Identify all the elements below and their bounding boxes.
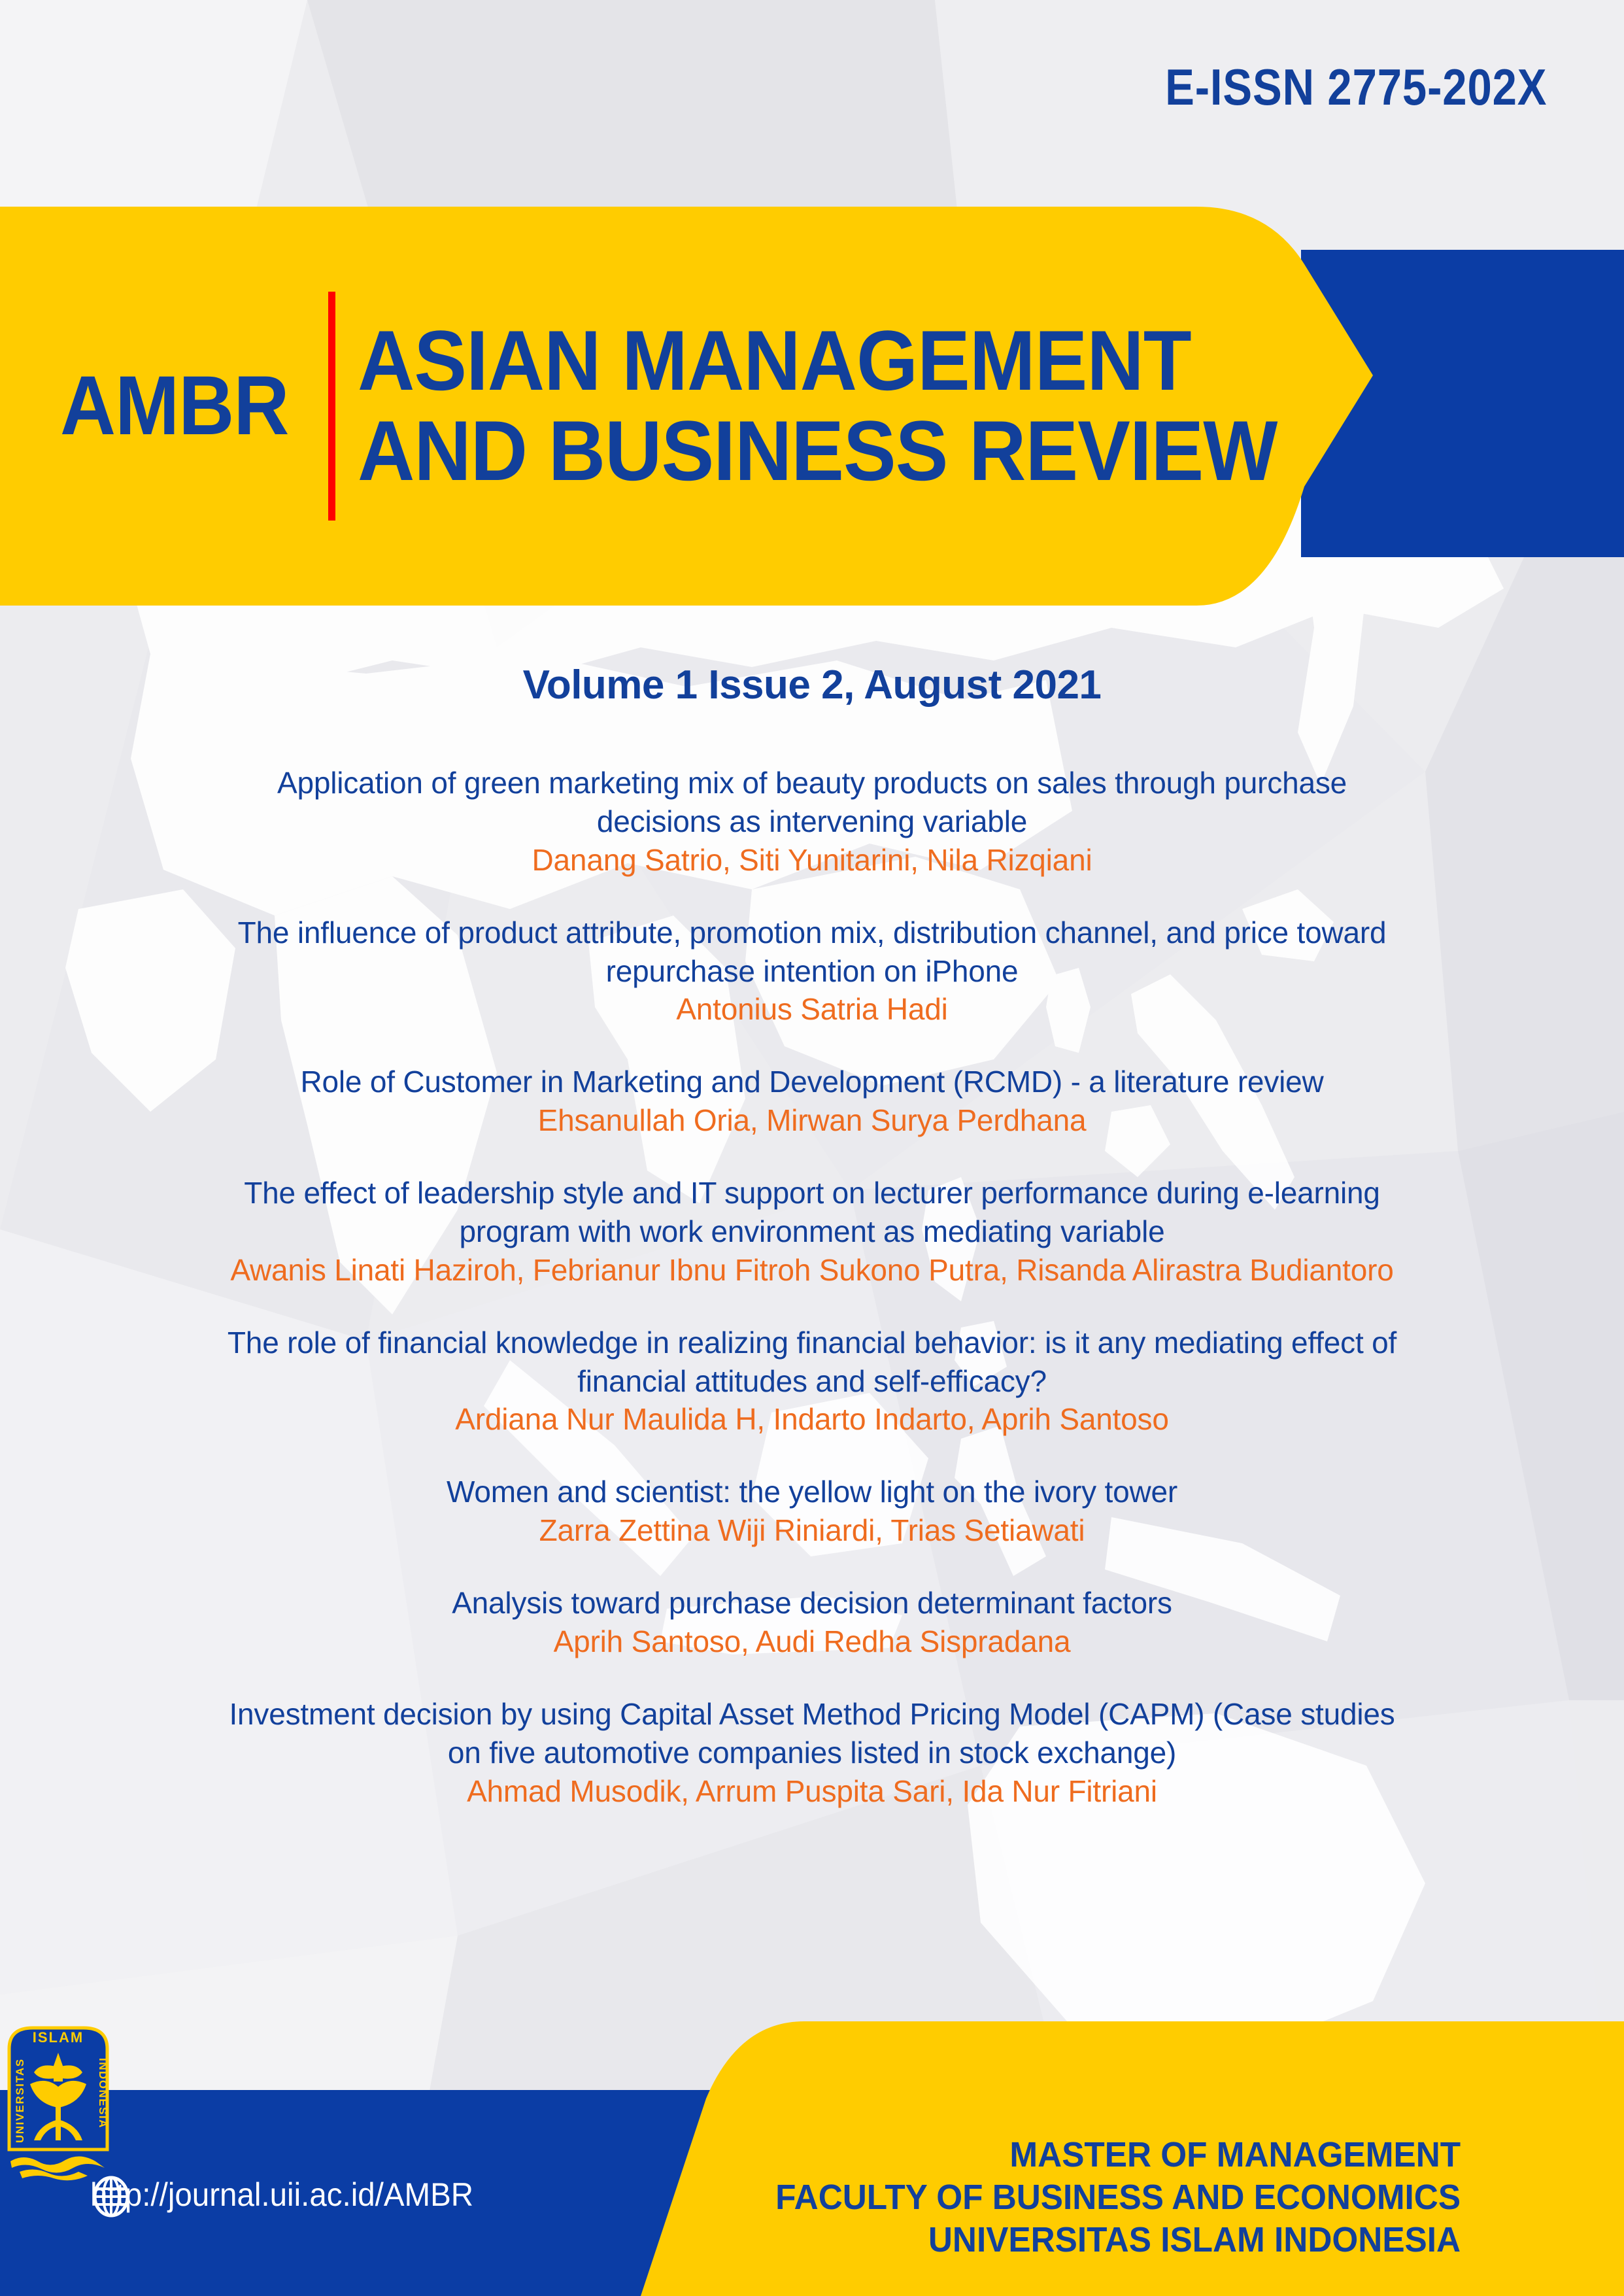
article-authors: Ahmad Musodik, Arrum Puspita Sari, Ida Nur Fitriani	[467, 1773, 1157, 1808]
list-item	[222, 914, 1402, 1029]
publisher-line-1: MASTER OF MANAGEMENT	[1009, 2135, 1461, 2174]
article-title: The role of financial knowledge in realizing financial behavior: is it any mediating effect of financial attitudes and self-efficacy?	[227, 1325, 1397, 1398]
uii-logo-top-text: ISLAM	[32, 2029, 84, 2046]
article-title: Women and scientist: the yellow light on the ivory tower	[446, 1475, 1178, 1509]
list-item	[222, 1063, 1402, 1140]
list-item	[222, 1473, 1402, 1550]
red-divider	[328, 292, 335, 521]
article-authors: Danang Satrio, Siti Yunitarini, Nila Rizqiani	[532, 842, 1092, 877]
list-item	[222, 1695, 1402, 1811]
article-title: The effect of leadership style and IT support on lecturer performance during e-learning program with work environment as mediating variable	[244, 1176, 1380, 1248]
journal-title-line-1: ASIAN MANAGEMENT	[357, 313, 1191, 409]
journal-abbrev: AMBR	[60, 359, 289, 453]
journal-title-line-2: AND BUSINESS REVIEW	[357, 403, 1277, 498]
publisher-line-3: UNIVERSITAS ISLAM INDONESIA	[928, 2219, 1461, 2259]
article-authors: Ehsanullah Oria, Mirwan Surya Perdhana	[537, 1103, 1087, 1138]
issue-label: Volume 1 Issue 2, August 2021	[522, 662, 1102, 708]
article-authors: Aprih Santoso, Audi Redha Sispradana	[553, 1624, 1071, 1658]
article-authors: Awanis Linati Haziroh, Febrianur Ibnu Fitroh Sukono Putra, Risanda Alirastra Budiantoro	[230, 1252, 1394, 1287]
journal-url-text: http://journal.uii.ac.id/AMBR	[90, 2176, 474, 2213]
uii-logo-left-text: UNIVERSITAS	[14, 2058, 26, 2143]
cover-footer	[0, 2021, 1624, 2296]
list-item	[222, 1174, 1402, 1290]
uii-logo-arabic-calligraphy	[10, 2156, 105, 2180]
article-title: Investment decision by using Capital Asset Method Pricing Model (CAPM) (Case studies on five automotive companies listed in stock exchange)	[229, 1696, 1395, 1770]
list-item	[222, 1584, 1402, 1661]
eissn-label: E-ISSN 2775-202X	[1164, 58, 1547, 116]
article-authors: Ardiana Nur Maulida H, Indarto Indarto, Aprih Santoso	[455, 1402, 1169, 1437]
publisher-info	[775, 2134, 1461, 2261]
article-authors: Antonius Satria Hadi	[676, 992, 948, 1027]
article-title: Role of Customer in Marketing and Development (RCMD) - a literature review	[300, 1065, 1324, 1099]
article-title: Application of green marketing mix of beauty products on sales through purchase decisions as intervening variable	[277, 766, 1347, 838]
article-authors: Zarra Zettina Wiji Riniardi, Trias Setiawati	[539, 1513, 1085, 1548]
article-title: Analysis toward purchase decision determinant factors	[452, 1586, 1172, 1620]
list-item	[222, 1324, 1402, 1439]
list-item	[222, 764, 1402, 880]
uii-logo	[0, 2021, 116, 2185]
journal-url[interactable]	[90, 2176, 494, 2214]
article-title: The influence of product attribute, promotion mix, distribution channel, and price toward repurchase intention on iPhone	[237, 915, 1387, 988]
table-of-contents	[222, 764, 1402, 1810]
journal-title-banner	[0, 207, 1624, 606]
publisher-line-2: FACULTY OF BUSINESS AND ECONOMICS	[775, 2177, 1461, 2217]
uii-logo-right-text: INDONESIA	[97, 2058, 109, 2129]
